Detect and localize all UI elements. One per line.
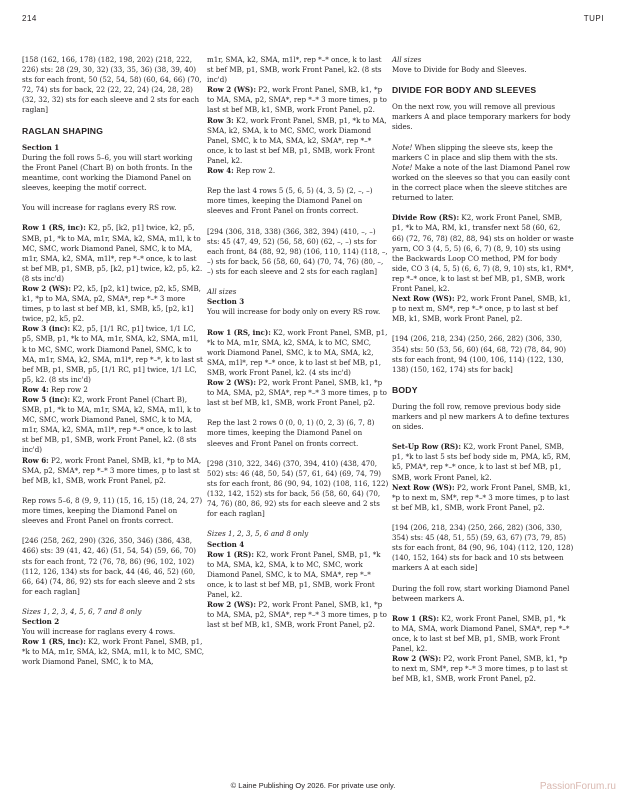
repeat-instruction: Rep the last 4 rows 5 (5, 6, 5) (4, 3, 5) (2, –, –) more times, keeping the Diamond Panel on sleeves and Front Panel on fronts correct. [207,186,373,216]
row-text: K2, p5, [1/1 RC, p1] twice, 1/1 LC, p5, SMB, p1, *k to MA, m1r, SMA, k2, SMA, m1l, k to MC, SMC, work Diamond Panel, SMC, k to MA, m1r, SMA, k2, SMA, m1l*, rep *–*, k to last st bef MB, p1, SMB, p5, [1/1 RC, p1] twice, 1/1 LC, p5, k2. (8 sts inc'd) [22,324,203,384]
stitch-count-intro: [158 (162, 166, 178) (182, 198, 202) (218, 222, 226) sts: 28 (29, 30, 32) (33, 35, 36) (38, 39, 40) sts for each front, 50 (52, 54, 58) (60, 64, 66) (70, 72, 74) sts for back, 22 (22, 22, 24) (24, 28, 28) (32, 32, 32) sts for each sleeve and 2 sts for each raglan] [22,55,202,115]
stitch-count: [298 (310, 322, 346) (370, 394, 410) (438, 470, 502) sts: 46 (48, 50, 54) (57, 61, 64) (69, 74, 79) sts for each front, 86 (90, 94, 102) (108, 116, 122) (132, 142, 152) sts for back, 56 (58, 60, 64) (70, 74, 76) (80, 86, 92) sts for each sleeve and 2 sts for each raglan] [207,458,389,519]
sizes-line: All sizes [392,55,422,64]
note-text: Make a note of the last Diamond Panel row worked on the sleeves so that you can easily cont in the correct place when the sleeve stitches are returned to later. [392,162,571,203]
row-text: P2, work Front Panel, SMB, k1, *p to MA, SMA, p2, SMA*, rep *–* 3 more times, p to last st bef MB, k1, SMB, work Front Panel, p2. [207,600,387,630]
instruction-row [392,614,574,654]
row-text: P2, work Front Panel, SMB, k1, *p to MA, SMA, p2, SMA*, rep *–* 3 more times, p to last st bef MB, k1, SMB, work Front Panel, p2. [22,455,202,485]
note-text: When slipping the sleeve sts, keep the markers C in place and slip them with the sts. [392,142,558,162]
move-instruction: Move to Divide for Body and Sleeves. [392,65,527,75]
instruction-row [207,378,389,408]
row-label: Row 5 (inc): [22,395,71,404]
row-text: K2, work Front Panel, SMB, p1, *k to MA, m1r, SMA, k2, SMA, m1l, k to MC, SMC, work Diamond Panel, SMC, k to MA, [22,637,205,667]
stitch-count: [246 (258, 262, 290) (326, 350, 346) (386, 438, 466) sts: 39 (41, 42, 46) (51, 54, 54) (59, 66, 70) sts for each front, 72 (76, 78, 86) (96, 102, 102) (112, 126, 134) sts for back, 44 (46, 46, 52) (60, 66, 64) (74, 86, 92) sts for each sleeve and 2 sts for each raglan] [22,536,197,596]
instruction-row [22,223,204,284]
row-label: Row 2 (WS): [22,283,72,293]
row-label: Next Row (WS): [392,294,455,304]
stitch-count: [194 (206, 218, 234) (250, 266, 282) (306, 330, 354) sts: 45 (48, 51, 55) (59, 63, 67) (73, 79, 85) sts for each front, 84 (90, 96, 104) (112, 120, 128) (140, 152, 164) sts for back and 10 sts between markers A at each side] [392,523,574,573]
row-text: Rep row 2 [48,384,88,394]
section-1-title: Section 1 [22,142,60,152]
page-number: 214 [22,14,37,23]
row-label: Row 3: [207,115,234,125]
row-label: Row 3 (inc): [22,324,71,334]
divide-intro: On the next row, you will remove all previous markers A and place temporary markers for body sides. [392,102,571,132]
instruction-row [22,284,204,324]
row-text: K2, work Front Panel, SMB, p1, *k to MA, SMA, k2, SMA, k to MC, SMC, work Diamond Panel, SMC, k to MA, SMA, k2, SMA*, rep *–* once, k to last st bef MB, p1, SMB, work Front Panel, k2. [207,115,387,165]
instruction-row [207,600,389,630]
note [392,143,574,163]
row-label: Row 1 (RS): [392,613,439,623]
magazine-name: TUPI [583,14,604,23]
section-3-title: Section 3 [207,297,245,307]
column-3 [392,55,574,685]
column-2 [207,55,389,630]
instruction-row [22,395,204,456]
row-label: Row 2 (WS): [207,85,257,95]
row-text: K2, work Front Panel, SMB, p1, *k to MA, m1r, SMA, k2, SMA, k to MC, SMC, work Diamond Panel, SMC, k to MA, SMA, k2, SMA, m1l*, rep *–* once, k to last st bef MB, p1, SMB, work Front Panel, k2. (4 sts inc'd) [207,327,388,377]
row-label: Row 4: [22,384,49,394]
copyright-footer: © Laine Publishing Oy 2026. For private use only. [230,781,396,790]
note-label: Note! [392,142,413,152]
repeat-instruction: Rep rows 5–6, 8 (9, 9, 11) (15, 16, 15) (18, 24, 27) more times, keeping the Diamond Panel on sleeves and Front Panel on fronts correct. [22,495,203,526]
during-instruction: During the foll row, start working Diamond Panel between markers A. [392,583,570,603]
row-label: Set-Up Row (RS): [392,442,462,452]
instruction-row [392,483,574,513]
row-text: K2, work Front Panel (Chart B), SMB, p1, *k to MA, m1r, SMA, k2, SMA, m1l, k to MC, SMC, work Diamond Panel, SMC, k to MA, m1r, SMA, k2, SMA, m1l*, rep *–* once, k to last st bef MB, p1, SMB, work Front Panel, k2. (8 sts inc'd) [22,395,201,455]
watermark: PassionForum.ru [539,781,616,792]
row-text: P2, work Front Panel, SMB, k1, *p to MA, SMA, p2, SMA*, rep *–* 3 more times, p to last st bef MB, k1, SMB, work Front Panel, p2. [207,85,387,115]
instruction-row [392,654,574,684]
row-label: Row 1 (RS, inc): [22,637,86,647]
row-text: K2, work Front Panel, SMB, p1, *k to last 5 sts bef body side m, PMA, k5, RM, k5, PMA*, rep *–* once, k to last st bef MB, p1, SMB, work Front Panel, k2. [392,442,571,482]
row-label: Row 4: [207,166,234,176]
row-text: P2, k5, [p2, k1] twice, p2, k5, SMB, k1, *p to MA, SMA, p2, SMA*, rep *–* 3 more times, p to last st bef MB, k1, SMB, k5, [p2, k1] twice, p2, k5, p2. [22,283,201,324]
body-heading: BODY [392,384,418,395]
instruction-row [22,637,204,667]
row-label: Row 1 (RS): [207,549,254,559]
instruction-row [22,385,204,395]
raglan-heading: RAGLAN SHAPING [22,125,104,136]
section-1-increase: You will increase for raglans every RS row. [22,203,177,213]
instruction-row [22,456,204,486]
stitch-count: [194 (206, 218, 234) (250, 266, 282) (306, 330, 354) sts: 50 (53, 56, 60) (64, 68, 72) (78, 84, 90) sts for each front, 94 (100, 106, 114) (122, 130, 138) (150, 162, 174) sts for back] [392,334,567,374]
row-continuation: m1r, SMA, k2, SMA, m1l*, rep *–* once, k to last st bef MB, p1, SMB, work Front Panel, k2. (8 sts inc'd) [207,55,382,85]
instruction-row [207,85,389,115]
divide-heading: DIVIDE FOR BODY AND SLEEVES [392,85,537,96]
column-1 [22,55,204,668]
row-text: K2, p5, [k2, p1] twice, k2, p5, SMB, p1, *k to MA, m1r, SMA, k2, SMA, m1l, k to MC, SMC, work Diamond Panel, SMC, k to MA, m1r, SMA, k2, SMA, m1l*, rep *–* once, k to last st bef MB, p1, SMB, p5, [k2, p1] twice, k2, p5, k2. (8 sts inc'd) [22,223,203,283]
instruction-row [207,166,389,176]
row-text: Rep row 2. [233,166,276,176]
repeat-instruction: Rep the last 2 rows 0 (0, 0, 1) (0, 2, 3) (6, 7, 8) more times, keeping the Diamond Panel on sleeves and Front Panel on fronts correct. [207,418,375,448]
row-label: Row 1 (RS, inc): [22,223,86,233]
instruction-row [22,324,204,385]
row-text: P2, work Front Panel, SMB, k1, *p to MA, SMA, p2, SMA*, rep *–* 3 more times, p to last st bef MB, k1, SMB, work Front Panel, p2. [207,378,387,408]
row-text: K2, work Front Panel, SMB, p1, *k to MA, RM, k1, transfer next 58 (60, 62, 66) (72, 76, 78) (82, 88, 94) sts on holder or waste yarn, CO 3 (4, 5, 5) (6, 6, 7) (8, 9, 10) sts using the Backwards Loop CO method, PM for body side, CO 3 (4, 5, 5) (6, 6, 7) (8, 9, 10) sts, k1, RM*, rep *–* once, k to last st bef MB, p1, SMB, work Front Panel, k2. [392,213,574,293]
instruction-row [392,442,574,482]
note-label: Note! [392,162,413,172]
row-label: Row 2 (WS): [207,378,257,387]
section-1-text: During the foll rows 5–6, you will start working the Front Panel (Chart B) on both fronts. In the meantime, cont working the Diamond Panel on sleeves, keeping the motif correct. [22,152,193,193]
row-label: Row 2 (WS): [207,600,257,610]
row-label: Row 1 (RS, inc): [207,327,271,337]
row-label: Next Row (WS): [392,482,455,492]
row-label: Row 6: [22,455,49,465]
section-2-title: Section 2 [22,617,60,627]
row-text: P2, work Front Panel, SMB, k1, *p to next m, SM*, rep *–* 3 more times, p to last st bef MB, k1, SMB, work Front Panel, p2. [392,654,568,684]
instruction-row [207,328,389,378]
note [392,163,574,203]
body-intro: During the foll row, remove previous body side markers and pl new markers A to define textures on sides. [392,401,569,432]
row-text: K2, work Front Panel, SMB, p1, *k to MA, SMA, work Diamond Panel, SMA*, rep *–* once, k to last st bef MB, p1, SMB, work Front Panel, k2. [392,613,570,654]
section-4-title: Section 4 [207,539,245,549]
row-text: P2, work Front Panel, SMB, k1, p to next m, SM*, rep *–* once, p to last st bef MB, k1, SMB, work Front Panel, p2. [392,294,571,324]
instruction-row [207,116,389,166]
instruction-row [207,550,389,600]
row-text: P2, work Front Panel, SMB, k1, *p to next m, SM*, rep *–* 3 more times, p to last st bef MB, k1, SMB, work Front Panel, p2. [392,482,571,512]
sizes-line: Sizes 1, 2, 3, 5, 6 and 8 only [207,529,309,539]
sizes-line: All sizes [207,287,237,297]
stitch-count: [294 (306, 318, 338) (366, 382, 394) (410, –, –) sts: 45 (47, 49, 52) (56, 58, 60) (62, –, –) sts for each front, 84 (88, 92, 98) (106, 110, 114) (118, –, –) sts for back, 56 (58, 60, 64) (70, 74, 76) (80, –, –) sts for each sleeve and 2 sts for each raglan] [207,226,388,276]
sizes-line: Sizes 1, 2, 3, 4, 5, 6, 7 and 8 only [22,606,142,616]
row-text: K2, work Front Panel, SMB, p1, *k to MA, SMA, k2, SMA, k to MC, SMC, work Diamond Panel, SMC, k to MA, SMA*, rep *–* once, k to last st bef MB, p1, SMB, work Front Panel, k2. [207,549,381,599]
instruction-row [392,213,574,294]
section-3-text: You will increase for body only on every RS row. [207,307,381,317]
row-label: Row 2 (WS): [392,654,442,664]
row-label: Divide Row (RS): [392,213,460,223]
instruction-row [392,294,574,324]
section-2-text: You will increase for raglans every 4 rows. [22,627,176,637]
